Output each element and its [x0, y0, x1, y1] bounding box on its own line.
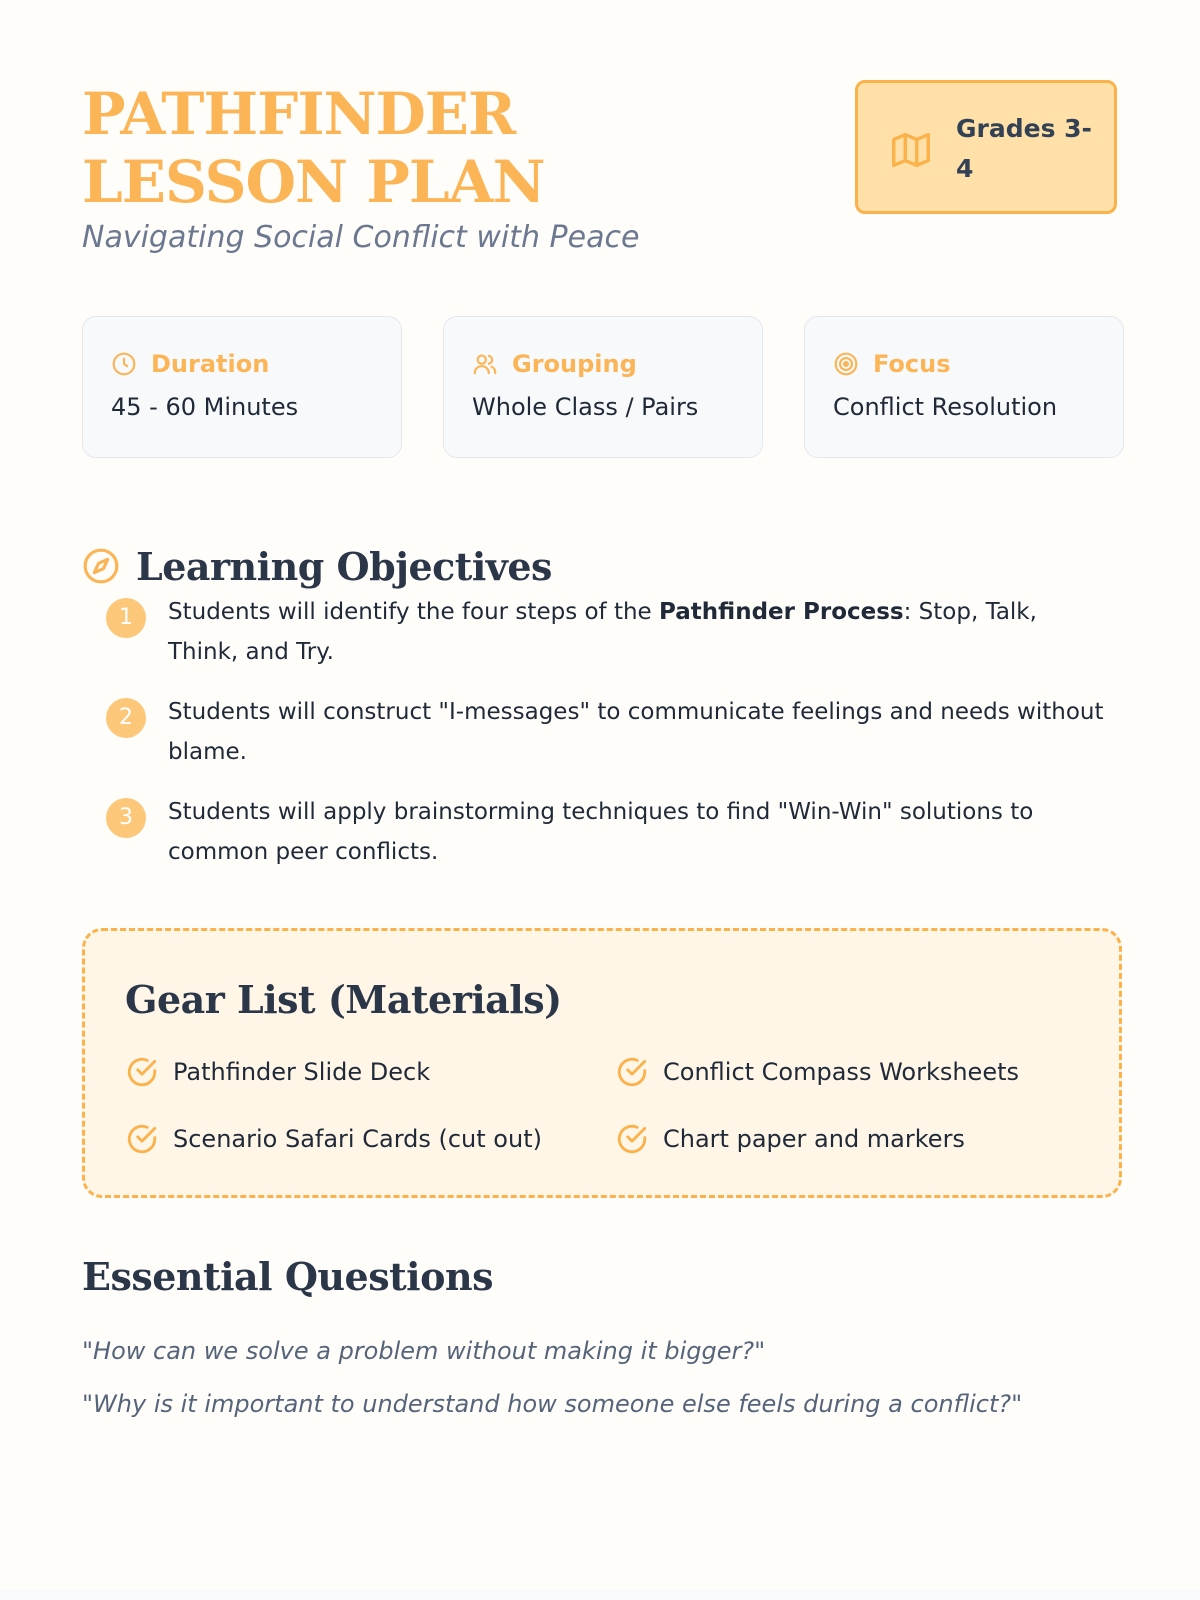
grade-badge: [855, 80, 1117, 214]
objective-text-part: : Stop, Talk, Think, and Try.: [168, 599, 1037, 665]
lesson-info-row: [82, 316, 1122, 458]
objective-item: [106, 592, 1106, 692]
gear-item-label: Scenario Safari Cards (cut out): [173, 1125, 542, 1153]
target-icon: [833, 351, 859, 377]
compass-icon: [82, 547, 120, 585]
objective-number-badge: 2: [106, 698, 146, 738]
objective-item: [106, 692, 1106, 792]
check-circle-icon: [615, 1122, 649, 1156]
info-card-label: Duration: [151, 350, 270, 378]
users-icon: [472, 351, 498, 377]
header: [82, 80, 1122, 270]
objective-number-badge: 3: [106, 798, 146, 838]
page-title: PATHFINDER LESSON PLAN: [82, 80, 545, 216]
check-circle-icon: [125, 1122, 159, 1156]
objectives-list: [106, 592, 1106, 892]
gear-list-heading: Gear List (Materials): [125, 977, 562, 1022]
objective-text: Students will construct "I-messages" to communicate feelings and needs without blame.: [168, 699, 1104, 765]
info-card-value: Whole Class / Pairs: [472, 393, 699, 421]
info-card-focus: [804, 316, 1124, 458]
info-card-duration: [82, 316, 402, 458]
map-icon: [888, 127, 934, 173]
objective-text-part: Students will identify the four steps of the: [168, 599, 660, 625]
essential-question: "How can we solve a problem without making it bigger?": [82, 1337, 766, 1365]
objective-text: Students will apply brainstorming techniques to find "Win-Win" solutions to common peer conflicts.: [168, 799, 1034, 865]
objectives-heading: [82, 544, 552, 589]
clock-icon: [111, 351, 137, 377]
gear-item: [125, 1119, 542, 1159]
info-card-header: [111, 347, 269, 381]
objective-item: [106, 792, 1106, 892]
gear-item-label: Chart paper and markers: [663, 1125, 965, 1153]
essential-questions-heading: Essential Questions: [82, 1254, 493, 1299]
gear-item: [125, 1052, 430, 1092]
objective-emphasis: Pathfinder Process: [659, 599, 904, 625]
info-card-label: Grouping: [512, 350, 637, 378]
objective-number-badge: 1: [106, 598, 146, 638]
gear-item-label: Conflict Compass Worksheets: [663, 1058, 1020, 1086]
page-subtitle: Navigating Social Conflict with Peace: [82, 220, 640, 255]
gear-item-label: Pathfinder Slide Deck: [173, 1058, 431, 1086]
info-card-header: [472, 347, 637, 381]
grade-label: Grades 3-4: [956, 114, 1092, 183]
info-card-label: Focus: [873, 350, 951, 378]
gear-list-box: [82, 928, 1122, 1198]
objective-text: [168, 592, 1106, 672]
info-card-header: [833, 347, 951, 381]
essential-question: "Why is it important to understand how someone else feels during a conflict?": [82, 1390, 1023, 1418]
info-card-value: 45 - 60 Minutes: [111, 393, 299, 421]
check-circle-icon: [125, 1055, 159, 1089]
info-card-grouping: [443, 316, 763, 458]
essential-questions-list: [82, 1331, 1122, 1437]
objectives-heading-text: Learning Objectives: [136, 543, 552, 589]
gear-item: [615, 1119, 965, 1159]
gear-item: [615, 1052, 1019, 1092]
check-circle-icon: [615, 1055, 649, 1089]
info-card-value: Conflict Resolution: [833, 393, 1058, 421]
